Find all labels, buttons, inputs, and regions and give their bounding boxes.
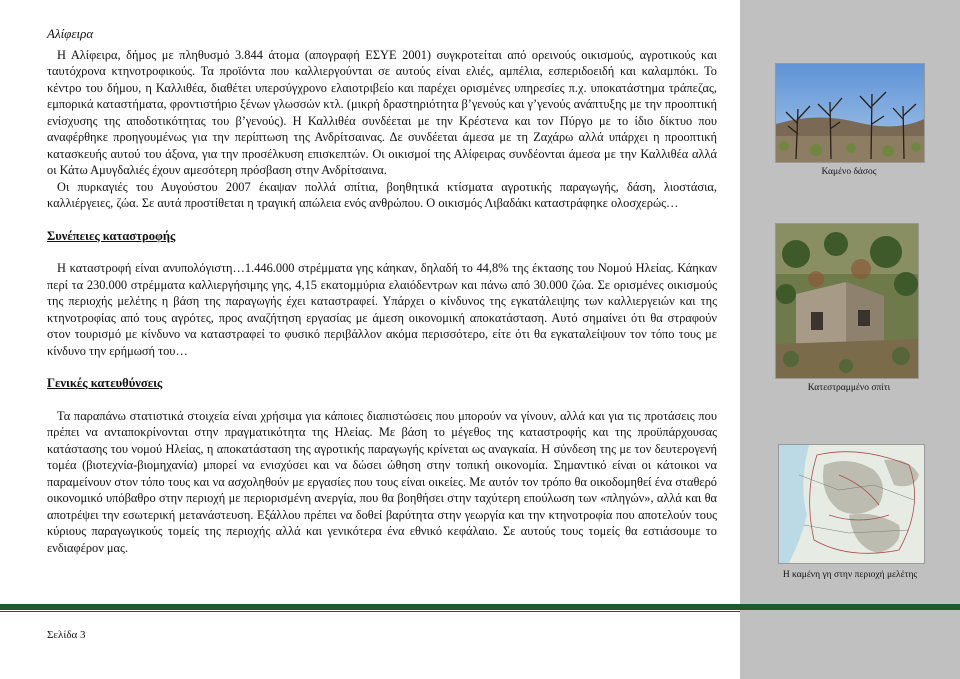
- heading-consequences: Συνέπειες καταστροφής: [47, 228, 176, 243]
- paragraph-fires: Οι πυρκαγιές του Αυγούστου 2007 έκαψαν πολλά σπίτια, βοηθητικά κτίσματα αγροτικής παραγωγής, δάση, λιοστάσια, καλλιέργειες, ζώα. Σε αυτά προστίθεται η τραγική απώλεια ενός ανθρώπου. Ο οικισμός Λιβαδάκι καταστράφηκε ολοσχερώς…: [47, 179, 717, 210]
- page-number: Σελίδα 3: [47, 629, 86, 641]
- caption-burned-forest: Καμένο δάσος: [821, 167, 877, 177]
- caption-destroyed-house: Κατεστραμμένο σπίτι: [807, 383, 891, 393]
- footer-rule-thin: [0, 611, 740, 612]
- paragraph-guidelines: Τα παραπάνω στατιστικά στοιχεία είναι χρήσιμα για κάποιες διαπιστώσεις που μπορούν να γίνουν, αλλά και για τις προτάσεις που πρέπει να ανταποκρίνονται στην πραγματικότητα της Ηλείας. Με βάση το μέγεθος της καταστροφής και της προϋπάρχουσας κατάστασης του νομού Ηλείας, η αποκατάσταση της αγροτικής παραγωγής κρίνεται ως αναγκαία. Η σύνδεση της με τον δευτερογενή τομέα (βιοτεχνία-βιομηχανία) μπορεί να ενισχύσει και να δώσει ώθηση στην τοπική οικονομία. Σημαντικό είναι οι κάτοικοι να παραμείνουν στον τόπο τους και να ασχοληθούν με εργασίες που τους είναι οικείες. Με αυτόν τον τρόπο θα οικοδομηθεί ένα σταθερό οικονομικό υπόβαθρο στην περιοχή με περιορισμένη ανεργία, που θα βοηθήσει στην ταχύτερη επούλωση των «πληγών», αλλά και θα αποτρέψει την εσωτερική μετανάστευση. Εξάλλου πρέπει να δοθεί βαρύτητα στην γεωργία και την κτηνοτροφία που αποτελούν τους κύριους παραγωγικούς τομείς της περιοχής αλλά και γενικότερα ένα εθνικό κεφάλαιο. Σε αυτούς τους τομείς θα εστιάσουμε το ενδιαφέρον μας.: [47, 408, 717, 555]
- burned-forest-photo: [775, 63, 925, 163]
- burned-area-map: [778, 444, 925, 564]
- footer-rule: [0, 604, 960, 610]
- paragraph-consequences: Η καταστροφή είναι ανυπολόγιστη…1.446.000 στρέμματα γης κάηκαν, δηλαδή το 44,8% της έκτασης του Νομού Ηλείας. Κάηκαν περί τα 230.000 στρέμματα καλλιεργήσιμης γης, 4,15 εκατομμύρια ελαιόδεντρων και πάνω από 30.000 ζώα. Σε ορισμένες οικισμούς της περιοχής μελέτης η βάση της παραγωγής έχει καταστραφεί. Υπάρχει ο κίνδυνος της εγκατάλειψης των καλλιεργειών και της κτηνοτροφίας από τους αγρότες, προς αναζήτηση εργασίας με άμεση οικονομική αποκατάσταση. Αυτό σημαίνει ότι θα στραφούν στον τουρισμό με κίνδυνο να καταστραφεί το φυσικό περιβάλλον ακόμα περισσότερο, είτε ότι θα εγκαταλείψουν τον τόπο τους με κίνδυνο την ερήμωσή του…: [47, 261, 717, 358]
- destroyed-house-photo: [775, 223, 919, 379]
- heading-guidelines: Γενικές κατευθύνσεις: [47, 376, 163, 390]
- section-title: Αλίφειρα: [47, 26, 94, 41]
- main-text-column: [47, 26, 717, 556]
- caption-burned-area-map: Η καμένη γη στην περιοχή μελέτης: [782, 570, 918, 580]
- paragraph-population: Η Αλίφειρα, δήμος με πληθυσμό 3.844 άτομα (απογραφή ΕΣΥΕ 2001) συγκροτείται από ορεινούς οικισμούς, αγροτικούς και ταυτόχρονα κτηνοτροφικούς. Τα προϊόντα που καλλιεργούνται σε αυτούς είναι ελιές, αμπέλια, εσπεριδοειδή και καλαμπόκι. Το κέντρο του δήμου, η Καλλιθέα, διαθέτει υπερσύγχρονο ελαιοτριβείο και παρέχει ορισμένες υπηρεσίες π.χ. υποκατάστημα τράπεζας, εμπορικά καταστήματα, φροντιστήριο ξένων γλωσσών κτλ. (μικρή δραστηριότητα β’γενούς και γ’γενούς ανάπτυξης με την προοπτική ενίσχυσης της αποδοτικότητας του β’γενούς). Η Καλλιθέα συνδέεται με την Κρέστενα και τον Πύργο με το ίδιο δίκτυο που αναφέρθηκε προηγουμένως για την περίπτωση της Ανδρίτσαινας. Δε συνδέεται άμεσα με τη Ζαχάρω αλλά υπάρχει η προοπτική κατασκευής αυτού του άξονα, για την προσέλκυση επισκεπτών. Οι οικισμοί της Αλίφειρας συνδέονται άμεσα με την Καλλιθέα αλλά οι Κάτω Αμυγδαλιές έχουν αμεσότερη πρόσβαση στην Ανδρίτσαινα.: [47, 47, 717, 177]
